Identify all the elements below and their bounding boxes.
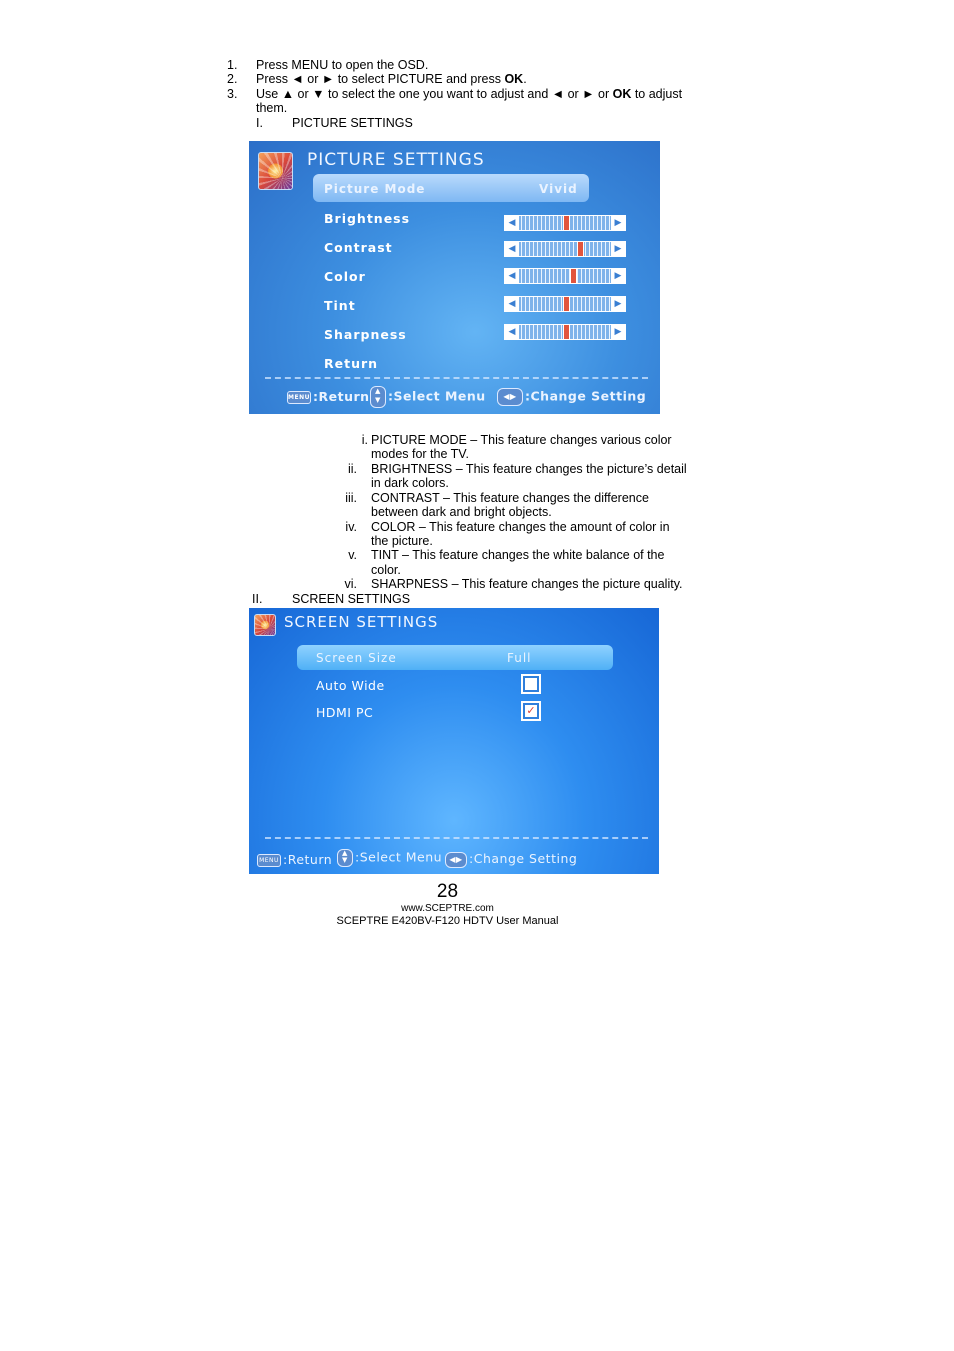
desc-2-line1: BRIGHTNESS – This feature changes the picture’s detail — [371, 462, 687, 476]
picture-mode-value: Vivid — [539, 182, 578, 196]
footer-select[interactable] — [337, 849, 442, 867]
checkbox-fill — [525, 678, 537, 690]
desc-3-line2: between dark and bright objects. — [371, 505, 552, 519]
osd-title: PICTURE SETTINGS — [307, 150, 485, 170]
right-arrow-icon[interactable]: ▶ — [611, 216, 625, 230]
section-2-number: II. — [252, 592, 263, 606]
picture-settings-osd — [249, 141, 660, 414]
hdmi-pc-checkbox[interactable] — [521, 701, 541, 721]
footer-change-label: :Change Setting — [469, 851, 578, 866]
auto-wide-checkbox[interactable] — [521, 674, 541, 694]
website: www.SCEPTRE.com — [401, 903, 494, 914]
right-arrow-icon[interactable]: ▶ — [611, 325, 625, 339]
screen-size-label: Screen Size — [316, 651, 397, 665]
step-3-text-post: to adjust — [631, 87, 683, 101]
step-1-text: Press MENU to open the OSD. — [256, 58, 429, 72]
divider — [265, 837, 648, 839]
color-label[interactable]: Color — [324, 269, 366, 284]
step-2-text — [256, 72, 527, 86]
osd-title: SCREEN SETTINGS — [284, 613, 439, 631]
sharpness-slider[interactable] — [504, 324, 626, 340]
contrast-knob[interactable] — [577, 241, 584, 257]
contrast-label[interactable]: Contrast — [324, 240, 393, 255]
desc-4-number: iv. — [345, 520, 357, 534]
screen-icon — [254, 614, 276, 636]
brightness-knob[interactable] — [563, 215, 570, 231]
step-2-number: 2. — [227, 72, 238, 86]
desc-1-line1: PICTURE MODE – This feature changes various color — [371, 433, 672, 447]
section-2-label: SCREEN SETTINGS — [292, 592, 411, 606]
screen-settings-osd — [249, 608, 659, 874]
step-3-text-pre: Use ▲ or ▼ to select the one you want to adjust and ◄ or ► or — [256, 87, 613, 101]
left-arrow-icon[interactable]: ◀ — [505, 216, 519, 230]
left-arrow-icon[interactable]: ◀ — [505, 297, 519, 311]
auto-wide-label[interactable]: Auto Wide — [316, 678, 385, 693]
up-down-icon: ▲ ▼ — [337, 849, 353, 867]
step-3-text — [256, 87, 682, 101]
menu-key-icon: MENU — [257, 854, 281, 867]
desc-4-line1: COLOR – This feature changes the amount of color in — [371, 520, 670, 534]
desc-3-number: iii. — [345, 491, 357, 505]
step-3-ok: OK — [612, 87, 632, 101]
right-arrow-icon[interactable]: ▶ — [611, 297, 625, 311]
picture-icon — [258, 152, 293, 190]
manual-title: SCEPTRE E420BV-F120 HDTV User Manual — [336, 915, 559, 927]
step-1-number: 1. — [227, 58, 238, 72]
desc-2-line2: in dark colors. — [371, 476, 449, 490]
sharpness-knob[interactable] — [563, 324, 570, 340]
step-3-number: 3. — [227, 87, 238, 101]
footer-select-label: :Select Menu — [355, 849, 443, 865]
brightness-label[interactable]: Brightness — [324, 211, 411, 226]
desc-5-number: v. — [348, 548, 357, 562]
return-item[interactable]: Return — [324, 356, 379, 371]
desc-2-number: ii. — [347, 462, 357, 476]
tint-knob[interactable] — [563, 296, 570, 312]
screen-size-value: Full — [507, 651, 532, 665]
footer-change[interactable] — [497, 388, 646, 406]
right-arrow-icon[interactable]: ▶ — [611, 269, 625, 283]
footer-change[interactable] — [445, 851, 577, 868]
section-1-number: I. — [256, 116, 263, 130]
footer-change-label: :Change Setting — [525, 388, 647, 404]
footer-return-label: :Return — [283, 852, 333, 867]
right-arrow-icon[interactable]: ▶ — [611, 242, 625, 256]
left-right-icon: ◀▶ — [497, 388, 523, 406]
footer-select[interactable] — [370, 386, 486, 408]
divider — [265, 377, 648, 379]
footer-return[interactable] — [257, 852, 332, 867]
footer-return-label: :Return — [313, 389, 370, 404]
sharpness-label[interactable]: Sharpness — [324, 327, 407, 342]
picture-mode-label: Picture Mode — [324, 182, 426, 196]
color-knob[interactable] — [570, 268, 577, 284]
footer-select-label: :Select Menu — [388, 388, 486, 404]
step-2-text-pre: Press ◄ or ► to select PICTURE and press — [256, 72, 505, 86]
checkmark-icon: ✓ — [526, 704, 536, 717]
step-2-ok: OK — [504, 72, 524, 86]
footer-return[interactable] — [287, 389, 370, 404]
left-arrow-icon[interactable]: ◀ — [505, 269, 519, 283]
desc-6-line1: SHARPNESS – This feature changes the picture quality. — [371, 577, 683, 591]
step-3-text-line2: them. — [256, 101, 288, 115]
desc-5-line1: TINT – This feature changes the white balance of the — [371, 548, 665, 562]
desc-1-line2: modes for the TV. — [371, 447, 469, 461]
brightness-slider[interactable] — [504, 215, 626, 231]
desc-5-line2: color. — [371, 563, 401, 577]
step-2-text-post: . — [523, 72, 527, 86]
section-1-label: PICTURE SETTINGS — [292, 116, 413, 130]
tint-slider[interactable] — [504, 296, 626, 312]
left-right-icon: ◀▶ — [445, 852, 467, 868]
page-number: 28 — [436, 881, 459, 902]
hdmi-pc-label[interactable]: HDMI PC — [316, 705, 374, 720]
left-arrow-icon[interactable]: ◀ — [505, 242, 519, 256]
tint-label[interactable]: Tint — [324, 298, 356, 313]
color-slider[interactable] — [504, 268, 626, 284]
desc-3-line1: CONTRAST – This feature changes the difference — [371, 491, 649, 505]
menu-key-icon: MENU — [287, 391, 311, 404]
desc-6-number: vi. — [344, 577, 357, 591]
desc-4-line2: the picture. — [371, 534, 433, 548]
desc-1-number: i. — [361, 433, 368, 447]
up-down-icon: ▲ ▼ — [370, 386, 386, 408]
contrast-slider[interactable] — [504, 241, 626, 257]
left-arrow-icon[interactable]: ◀ — [505, 325, 519, 339]
